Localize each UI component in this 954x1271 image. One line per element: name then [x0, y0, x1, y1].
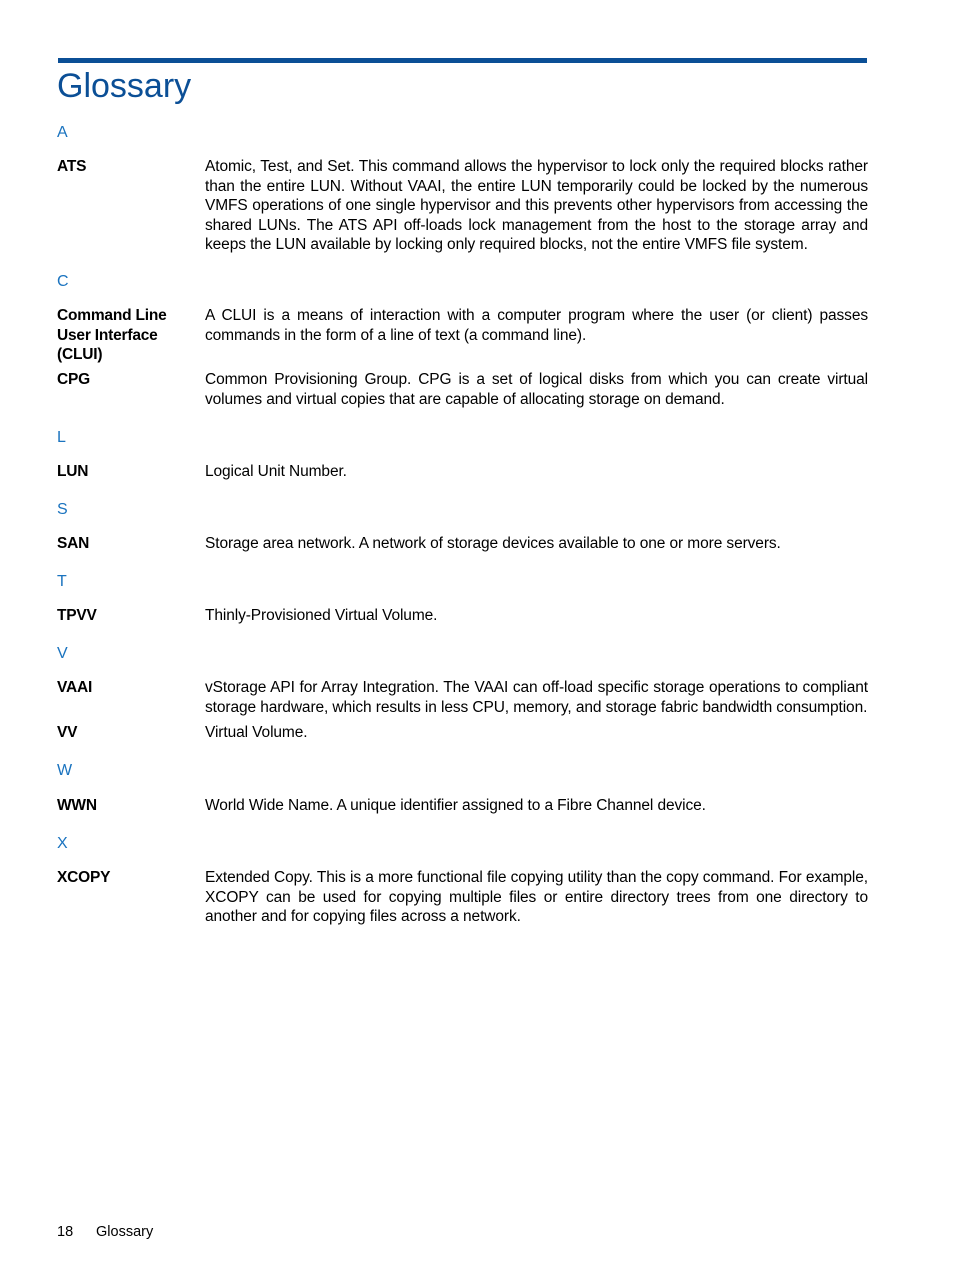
glossary-definition-san: Storage area network. A network of storage devices available to one or more servers. [205, 535, 781, 552]
glossary-term-clui: Command Line User Interface (CLUI) [57, 307, 167, 364]
glossary-definition-clui: A CLUI is a means of interaction with a computer program where the user (or client) passes commands in the form of a line of text (a command line). [205, 307, 868, 344]
footer-page-number: 18 [57, 1224, 74, 1240]
glossary-term-vaai: VAAI [57, 679, 93, 696]
section-letter-t: T [57, 573, 67, 590]
glossary-term-vv: VV [57, 724, 78, 741]
section-letter-c: C [57, 273, 69, 290]
glossary-term-lun: LUN [57, 463, 89, 480]
glossary-term-cpg: CPG [57, 371, 90, 388]
footer-section-name: Glossary [96, 1224, 154, 1240]
glossary-definition-vaai: vStorage API for Array Integration. The VAAI can off-load specific storage operations to compliant storage hardware, which results in less CPU, memory, and storage fabric bandwidth consumption. [205, 679, 868, 716]
glossary-definition-tpvv: Thinly-Provisioned Virtual Volume. [205, 607, 438, 624]
glossary-definition-cpg: Common Provisioning Group. CPG is a set of logical disks from which you can create virtual volumes and virtual copies that are capable of allocating storage on demand. [205, 371, 868, 408]
section-letter-l: L [57, 429, 66, 446]
section-letter-a: A [57, 124, 68, 141]
section-letter-x: X [57, 835, 68, 852]
glossary-term-tpvv: TPVV [57, 607, 97, 624]
glossary-term-ats: ATS [57, 158, 87, 175]
section-letter-w: W [57, 762, 73, 779]
glossary-definition-xcopy: Extended Copy. This is a more functional file copying utility than the copy command. For example, XCOPY can be used for copying multiple files or entire directory trees from one directory to another and for copying files across a network. [205, 869, 868, 926]
glossary-definition-wwn: World Wide Name. A unique identifier assigned to a Fibre Channel device. [205, 797, 706, 814]
glossary-term-xcopy: XCOPY [57, 869, 111, 886]
page-title: Glossary [57, 67, 192, 105]
glossary-definition-ats: Atomic, Test, and Set. This command allows the hypervisor to lock only the required blocks rather than the entire LUN. Without VAAI, the entire LUN temporarily could be locked by the numerous VMFS operations of one single hypervisor and this prevents other hypervisors from accessing the shared LUNs. The ATS API off-loads lock management from the host to the storage array and keeps the LUN available by locking only required blocks, not the entire VMFS file system. [205, 158, 868, 254]
section-letter-v: V [57, 645, 68, 662]
glossary-definition-vv: Virtual Volume. [205, 724, 308, 741]
glossary-term-wwn: WWN [57, 797, 97, 814]
title-rule [58, 58, 867, 63]
glossary-definition-lun: Logical Unit Number. [205, 463, 347, 480]
section-letter-s: S [57, 501, 68, 518]
glossary-term-san: SAN [57, 535, 90, 552]
